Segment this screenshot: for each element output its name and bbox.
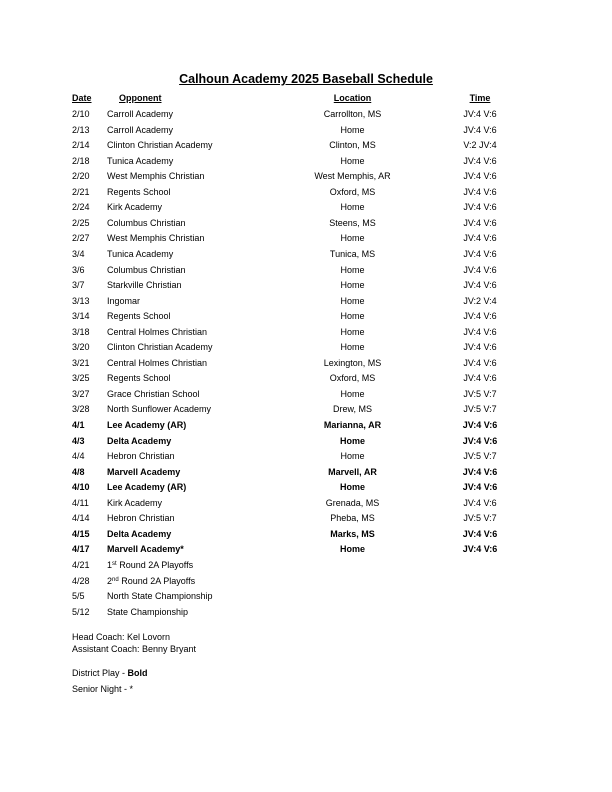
game-opponent: Grace Christian School <box>107 388 200 399</box>
table-row <box>0 187 612 202</box>
game-location: Home <box>340 124 365 135</box>
table-row <box>0 109 612 124</box>
game-time: JV:4 V:6 <box>463 357 497 368</box>
game-date: 3/27 <box>72 388 90 399</box>
opponent-rest: Round 2A Playoffs <box>118 575 196 586</box>
game-time: JV:4 V:6 <box>463 497 497 508</box>
table-row <box>0 358 612 373</box>
game-opponent: Clinton Christian Academy <box>107 342 213 353</box>
head-coach: Head Coach: Kel Lovorn <box>72 632 171 642</box>
table-row <box>0 451 612 466</box>
table-row <box>0 404 612 419</box>
game-time: JV:4 V:6 <box>463 186 497 197</box>
game-date: 2/24 <box>72 202 90 213</box>
table-row <box>0 140 612 155</box>
game-opponent: Columbus Christian <box>107 217 186 228</box>
game-date: 2/27 <box>72 233 90 244</box>
game-date: 4/11 <box>72 497 89 508</box>
game-time: JV:5 V:7 <box>463 513 497 524</box>
game-location: Marks, MS <box>330 528 375 539</box>
game-time: JV:4 V:6 <box>463 202 497 213</box>
table-row <box>0 311 612 326</box>
game-opponent: Hebron Christian <box>107 513 175 524</box>
game-opponent: Regents School <box>107 373 171 384</box>
game-time: JV:4 V:6 <box>463 280 497 291</box>
table-row <box>0 280 612 295</box>
game-date: 5/5 <box>72 591 85 602</box>
header-date: Date <box>72 93 92 103</box>
game-location: Oxford, MS <box>329 373 376 384</box>
game-opponent: Regents School <box>107 186 171 197</box>
table-row <box>0 373 612 388</box>
game-time: JV:4 V:6 <box>463 217 497 228</box>
game-location: Oxford, MS <box>329 186 376 197</box>
game-location: Drew, MS <box>332 404 372 415</box>
game-date: 3/6 <box>72 264 85 275</box>
table-row <box>0 576 612 591</box>
game-time: JV:4 V:6 <box>463 248 497 259</box>
table-row <box>0 296 612 311</box>
game-location: Home <box>340 451 365 462</box>
game-time: JV:4 V:6 <box>462 420 498 430</box>
game-opponent <box>107 560 193 570</box>
game-time: JV:4 V:6 <box>463 233 497 244</box>
header-opponent: Opponent <box>119 93 162 103</box>
game-date: 4/1 <box>72 420 85 430</box>
game-date: 2/20 <box>72 171 90 182</box>
table-row <box>0 482 612 497</box>
senior-night-legend: Senior Night - * <box>72 684 134 694</box>
game-time: JV:4 V:6 <box>463 342 497 353</box>
district-label: District Play - <box>72 668 128 678</box>
game-time: JV:5 V:7 <box>463 451 497 462</box>
game-location: Lexington, MS <box>323 357 382 368</box>
game-time: JV:2 V:4 <box>463 295 497 306</box>
game-location: West Memphis, AR <box>314 171 391 182</box>
table-row <box>0 249 612 264</box>
game-date: 4/10 <box>72 482 90 493</box>
game-date: 3/7 <box>72 280 85 291</box>
game-location: Tunica, MS <box>329 248 376 259</box>
game-time: JV:5 V:7 <box>463 388 497 399</box>
district-value: Bold <box>127 668 148 678</box>
table-row <box>0 202 612 217</box>
game-date: 2/14 <box>72 140 90 151</box>
game-date: 4/8 <box>72 466 85 477</box>
district-legend <box>72 668 148 678</box>
game-opponent: Marvell Academy* <box>107 544 184 555</box>
game-time: JV:4 V:6 <box>463 311 497 322</box>
game-time: V:2 JV:4 <box>463 140 497 151</box>
game-time: JV:5 V:7 <box>463 404 497 415</box>
game-date: 4/3 <box>72 435 85 446</box>
game-date: 4/28 <box>72 575 90 586</box>
table-row <box>0 171 612 186</box>
game-opponent: Marvell Academy <box>107 466 181 477</box>
game-date: 3/18 <box>72 326 90 337</box>
game-date: 3/20 <box>72 342 90 353</box>
table-row <box>0 436 612 451</box>
game-time: JV:4 V:6 <box>463 326 497 337</box>
game-location: Grenada, MS <box>325 497 380 508</box>
game-opponent: North Sunflower Academy <box>107 404 212 415</box>
game-opponent: Hebron Christian <box>107 451 175 462</box>
game-date: 3/25 <box>72 373 90 384</box>
header-time: Time <box>469 93 491 103</box>
game-time: JV:4 V:6 <box>463 124 497 135</box>
game-time: JV:4 V:6 <box>463 171 497 182</box>
table-row <box>0 607 612 622</box>
game-opponent: Starkville Christian <box>107 280 182 291</box>
game-location: Home <box>340 326 365 337</box>
game-location: Home <box>340 155 365 166</box>
game-location: Marianna, AR <box>323 420 382 430</box>
game-opponent: West Memphis Christian <box>107 171 205 182</box>
game-opponent <box>107 576 195 586</box>
game-opponent: Lee Academy (AR) <box>107 420 187 430</box>
game-date: 4/4 <box>72 451 85 462</box>
table-row <box>0 327 612 342</box>
game-opponent: Regents School <box>107 311 171 322</box>
table-row <box>0 420 612 435</box>
game-location: Pheba, MS <box>330 513 375 524</box>
game-location: Home <box>340 280 365 291</box>
game-date: 4/21 <box>72 559 90 570</box>
game-opponent: Carroll Academy <box>107 109 174 119</box>
game-opponent: Tunica Academy <box>107 248 174 259</box>
game-opponent: Tunica Academy <box>107 155 174 166</box>
table-row <box>0 498 612 513</box>
game-date: 2/21 <box>72 186 90 197</box>
game-date: 3/4 <box>72 248 85 259</box>
game-opponent: Kirk Academy <box>107 202 163 213</box>
table-row <box>0 265 612 280</box>
game-opponent: Carroll Academy <box>107 124 174 135</box>
table-row <box>0 342 612 357</box>
game-opponent: West Memphis Christian <box>107 233 205 244</box>
table-row <box>0 233 612 248</box>
table-row <box>0 591 612 606</box>
game-opponent: Central Holmes Christian <box>107 326 208 337</box>
table-row <box>0 560 612 575</box>
game-date: 5/12 <box>72 606 90 617</box>
game-opponent: North State Championship <box>107 591 213 602</box>
page-title: Calhoun Academy 2025 Baseball Schedule <box>179 72 433 86</box>
game-location: Home <box>339 482 365 493</box>
game-date: 2/10 <box>72 109 90 119</box>
game-time: JV:4 V:6 <box>462 528 498 539</box>
game-opponent: Central Holmes Christian <box>107 357 208 368</box>
game-location: Home <box>339 435 365 446</box>
game-opponent: Ingomar <box>107 295 141 306</box>
table-row <box>0 156 612 171</box>
game-time: JV:4 V:6 <box>462 544 498 555</box>
header-location: Location <box>333 93 372 103</box>
table-row <box>0 544 612 559</box>
game-opponent: State Championship <box>107 606 189 617</box>
table-row <box>0 218 612 233</box>
game-location: Home <box>340 311 365 322</box>
table-row <box>0 529 612 544</box>
game-location: Home <box>340 295 365 306</box>
game-location: Carrollton, MS <box>323 109 382 119</box>
game-date: 3/28 <box>72 404 90 415</box>
opponent-ordinal-suffix: nd <box>112 576 119 583</box>
table-row <box>0 467 612 482</box>
game-opponent: Columbus Christian <box>107 264 186 275</box>
game-date: 4/15 <box>72 528 90 539</box>
game-location: Clinton, MS <box>329 140 376 151</box>
game-time: JV:4 V:6 <box>463 264 497 275</box>
game-location: Home <box>339 544 365 555</box>
game-date: 4/17 <box>72 544 90 555</box>
opponent-ordinal: 2 <box>107 575 113 586</box>
game-date: 3/13 <box>72 295 90 306</box>
game-time: JV:4 V:6 <box>463 155 497 166</box>
game-location: Marvell, AR <box>328 466 377 477</box>
game-opponent: Kirk Academy <box>107 497 163 508</box>
game-location: Steens, MS <box>329 217 376 228</box>
game-location: Home <box>340 202 365 213</box>
game-location: Home <box>340 342 365 353</box>
table-row <box>0 389 612 404</box>
game-location: Home <box>340 233 365 244</box>
assistant-coach: Assistant Coach: Benny Bryant <box>72 644 197 654</box>
game-time: JV:4 V:6 <box>462 466 498 477</box>
game-time: JV:4 V:6 <box>463 109 497 119</box>
game-opponent: Clinton Christian Academy <box>107 140 213 151</box>
game-date: 3/21 <box>72 357 90 368</box>
table-row <box>0 513 612 528</box>
game-time: JV:4 V:6 <box>462 482 498 493</box>
game-opponent: Delta Academy <box>107 528 172 539</box>
game-date: 3/14 <box>72 311 90 322</box>
game-opponent: Delta Academy <box>107 435 172 446</box>
opponent-ordinal-suffix: st <box>112 560 117 567</box>
game-opponent: Lee Academy (AR) <box>107 482 187 493</box>
game-location: Home <box>340 388 365 399</box>
opponent-ordinal: 1 <box>107 559 113 570</box>
game-location: Home <box>340 264 365 275</box>
table-row <box>0 125 612 140</box>
game-time: JV:4 V:6 <box>462 435 498 446</box>
game-date: 4/14 <box>72 513 90 524</box>
game-time: JV:4 V:6 <box>463 373 497 384</box>
opponent-rest: Round 2A Playoffs <box>116 559 194 570</box>
game-date: 2/13 <box>72 124 90 135</box>
game-date: 2/25 <box>72 217 90 228</box>
game-date: 2/18 <box>72 155 90 166</box>
